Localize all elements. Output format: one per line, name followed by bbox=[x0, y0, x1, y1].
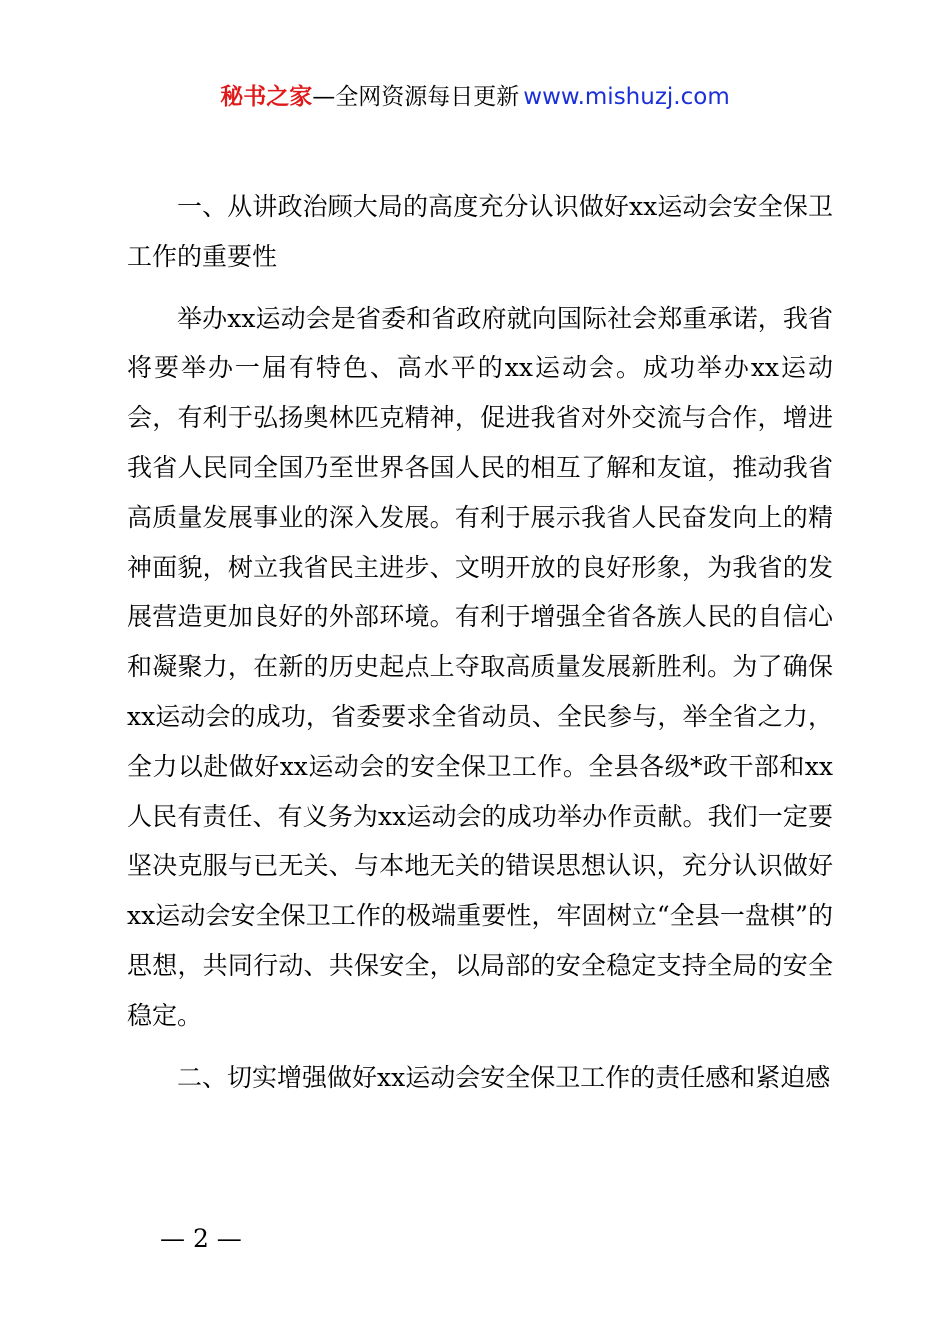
site-header bbox=[0, 80, 950, 114]
section-heading-1: 一、从讲政治顾大局的高度充分认识做好xx运动会安全保卫工作的重要性 bbox=[127, 192, 833, 271]
brand-name: 秘书之家 bbox=[220, 84, 313, 110]
header-tagline: —全网资源每日更新 bbox=[312, 84, 520, 110]
section-heading-2: 二、切实增强做好xx运动会安全保卫工作的责任感和紧迫感 bbox=[177, 1062, 831, 1092]
site-url[interactable]: www.mishuzj.com bbox=[523, 84, 730, 110]
document-body bbox=[127, 182, 833, 1114]
page-number: — 2 — bbox=[160, 1224, 242, 1253]
body-paragraph-1: 举办xx运动会是省委和省政府就向国际社会郑重承诺，我省将要举办一届有特色、高水平的xx运动会。成功举办xx运动会，有利于弘扬奥林匹克精神，促进我省对外交流与合作，增进我省人民同全国乃至世界各国人民的相互了解和友谊，推动我省高质量发展事业的深入发展。有利于展示我省人民奋发向上的精神面貌，树立我省民主进步、文明开放的良好形象，为我省的发展营造更加良好的外部环境。有利于增强全省各族人民的自信心和凝聚力，在新的历史起点上夺取高质量发展新胜利。为了确保xx运动会的成功，省委要求全省动员、全民参与，举全省之力，全力以赴做好xx运动会的安全保卫工作。全县各级*政干部和xx人民有责任、有义务为xx运动会的成功举办作贡献。我们一定要坚决克服与已无关、与本地无关的错误思想认识，充分认识做好xx运动会安全保卫工作的极端重要性，牢固树立“全县一盘棋”的思想，共同行动、共保安全，以局部的安全稳定支持全局的安全稳定。 bbox=[127, 303, 833, 1030]
